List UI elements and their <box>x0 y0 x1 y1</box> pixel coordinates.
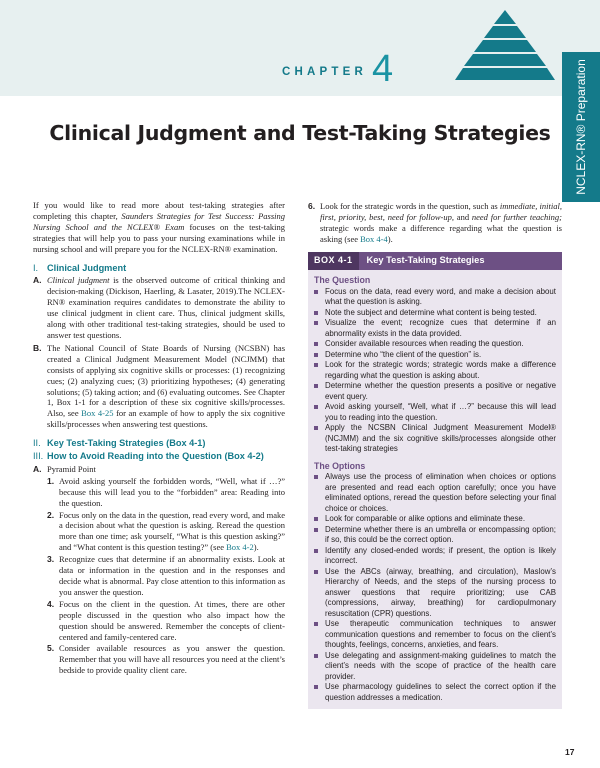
bullet-item: Use therapeutic communication techniques to answer communication questions and remember to focus on the client’s thoughts, feelings, concerns, anxieties, and fears. <box>308 619 562 651</box>
side-tab-label: NCLEX-RN® Preparation <box>574 59 588 195</box>
bullet-square-icon <box>314 321 318 325</box>
chapter-label: CHAPTER <box>282 66 367 78</box>
bullet-square-icon <box>314 622 318 626</box>
bullet-item: Look for comparable or alike options and eliminate these. <box>308 514 562 525</box>
list-item: 4. Focus on the client in the question. At times, there are other people discussed in the question who also impact how the question should be answered. Remember the concepts of client-centered and family-centered care. <box>47 598 285 642</box>
list-item: 3. Recognize cues that determine if an abnormality exists. Look at data or information in the question and in the responses and decide what is abnormal. Pay close attention to this information as you answer the question. <box>47 554 285 597</box>
box-link[interactable]: (Box 4-1) <box>166 438 206 449</box>
bullet-square-icon <box>314 654 318 658</box>
strategies-box <box>308 252 562 710</box>
box-link[interactable]: Box 4-25 <box>81 408 114 419</box>
bullet-square-icon <box>314 528 318 532</box>
list-item: B. The National Council of State Boards of Nursing (NCSBN) has created a Clinical Judgment Measurement Model (NCJMM) that consists of applying six cognitive skills or processes: (1) recognizing cues; (2) analyzing cues; (3) prioritizing hypotheses; (4) generating solutions; (5) taking action; and (6) evaluating outcomes. See Chapter 1, Box 1-1 for a description of these six cognitive skills/processes. Also, see Box 4-25 for an example of how to apply the six cognitive skills/processes when answering test questions. <box>33 342 286 430</box>
bullet-square-icon <box>314 549 318 553</box>
intro-paragraph: If you would like to read more about test-taking strategies after completing this chapter, Saunders Strategies for Test Success: Passing Nursing School and the NCLEX® Exam focuses on the test-taking strategies that will help you to pass your nursing examinations while in nursing school and will prepare you for the NCLEX-RN® examination. <box>33 200 285 254</box>
bullet-square-icon <box>314 517 318 521</box>
bullet-item: Consider available resources when reading the question. <box>308 339 562 350</box>
list-item: 2. Focus only on the data in the question, read every word, and make a decision about what the question is asking. Reread the question more than one time; ask yourself, “What is this question asking?” and “What content is this question testing?” (see Box 4-2). <box>47 509 285 553</box>
bullet-item: Note the subject and determine what content is being tested. <box>308 308 562 319</box>
box-subheading: The Options <box>314 460 366 471</box>
bullet-item: Determine whether there is an umbrella or encompassing option; if so, this could be the correct option. <box>308 525 562 546</box>
list-item: 1. Avoid asking yourself the forbidden words, “Well, what if …?” because this will lead you to the “forbidden” area: Reading into the question. <box>47 475 285 508</box>
bullet-item: Determine whether the question presents a positive or negative event query. <box>308 381 562 402</box>
box-tag: BOX 4-1 <box>308 252 359 270</box>
bullet-square-icon <box>314 363 318 367</box>
bullet-item: Use the ABCs (airway, breathing, and circulation), Maslow’s Hierarchy of Needs, and the steps of the nursing process to answer questions that require prioritizing; use CAB (compressions, airway, breathing) for cardiopulmonary resuscitation (CPR) questions. <box>308 567 562 620</box>
section-heading-1: I. Clinical Judgment <box>33 262 127 273</box>
bullet-square-icon <box>314 342 318 346</box>
box-link[interactable]: Box 4-4 <box>360 233 388 244</box>
bullet-square-icon <box>314 311 318 315</box>
pyramid-icon <box>455 10 555 98</box>
right-column <box>308 200 562 709</box>
left-column <box>33 200 285 676</box>
bullet-item: Use pharmacology guidelines to select the correct option if the question addresses a medication. <box>308 682 562 703</box>
bullet-item: Avoid asking yourself, “Well, what if …?” because this will lead you to reading into the question. <box>308 402 562 423</box>
list-item: 6. Look for the strategic words in the question, such as immediate, initial, first, priority, best, need for follow-up, and need for further teaching; strategic words make a difference regarding what the question is asking (see Box 4-4). <box>308 201 562 244</box>
list-item: A. Clinical judgment is the observed outcome of critical thinking and decision-making (Dickison, Haerling, & Lasater, 2019).The NCLEX-RN® examination requires candidates to demonstrate the ability to use clinical judgment in client care. Thus, clinical judgment skills, along with other traditional test-taking strategies, should be used to answer test questions. <box>33 275 285 340</box>
section-heading-3: III. How to Avoid Reading into the Question (Box 4-2) <box>33 451 264 462</box>
bullet-square-icon <box>314 685 318 689</box>
page-title: Clinical Judgment and Test-Taking Strategies <box>49 121 551 145</box>
bullet-item: Visualize the event; recognize cues that determine if an abnormality exists in the data provided. <box>308 318 562 339</box>
bullet-item: Always use the process of elimination when choices or options are presented and read each option carefully; once you have eliminated options, reread the question before selecting your final choice or choices. <box>308 472 562 514</box>
box-title: Key Test-Taking Strategies <box>366 255 485 266</box>
bullet-item: Identify any closed-ended words; if present, the option is likely incorrect. <box>308 546 562 567</box>
list-item: A. Pyramid Point <box>33 463 96 474</box>
box-link[interactable]: (Box 4-2) <box>224 451 264 462</box>
bullet-item: Use delegating and assignment-making guidelines to match the client’s needs with the scope of practice of the health care provider. <box>308 651 562 683</box>
box-subheading: The Question <box>314 274 371 285</box>
bullet-item: Apply the NCSBN Clinical Judgment Measurement Model® (NCJMM) and the six cognitive skills/processes alongside other test-taking strategies <box>308 423 562 455</box>
chapter-number: 4 <box>372 48 394 90</box>
bullet-square-icon <box>314 384 318 388</box>
box-header <box>308 252 562 270</box>
section-heading-2: II. Key Test-Taking Strategies (Box 4-1) <box>33 438 206 449</box>
list-item: 5. Consider available resources as you answer the question. Remember that you will have all resources you need at the client’s bedside to provide quality client care. <box>47 643 285 676</box>
bullet-item: Focus on the data, read every word, and make a decision about what the question is asking. <box>308 287 562 308</box>
bullet-square-icon <box>314 475 318 479</box>
bullet-square-icon <box>314 426 318 430</box>
bullet-item: Look for the strategic words; strategic words make a difference regarding what the question is asking about. <box>308 360 562 381</box>
bullet-square-icon <box>314 405 318 409</box>
bullet-square-icon <box>314 570 318 574</box>
bullet-item: Determine who “the client of the question” is. <box>308 350 562 361</box>
box-link[interactable]: Box 4-2 <box>226 542 254 553</box>
page-number: 17 <box>565 747 575 757</box>
bullet-square-icon <box>314 290 318 294</box>
bullet-square-icon <box>314 353 318 357</box>
